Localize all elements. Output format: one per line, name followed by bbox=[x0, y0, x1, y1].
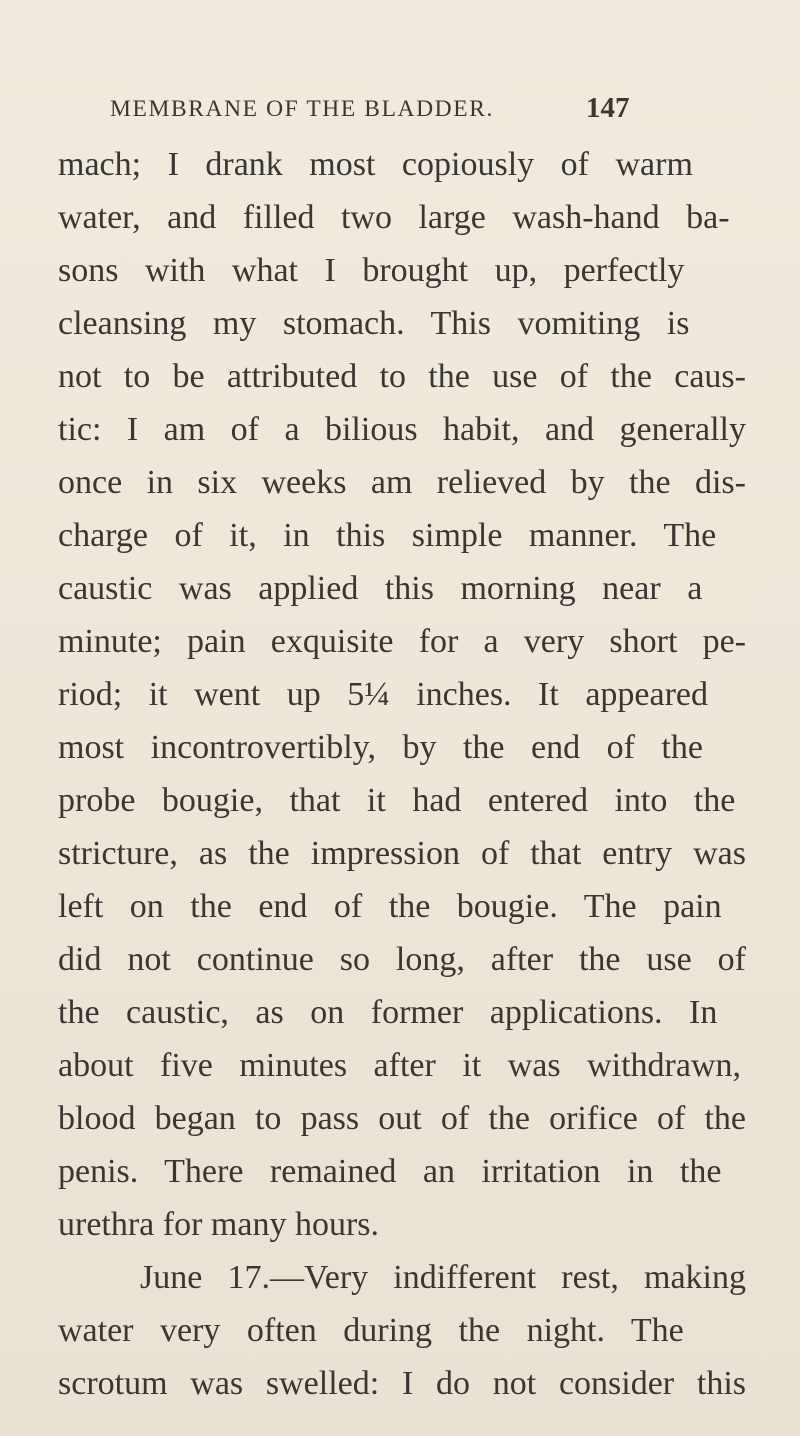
page-header bbox=[110, 92, 630, 138]
text-line-22: June 17.—Very indifferent rest, making bbox=[140, 1259, 746, 1296]
text-line-13: probe bougie, that it had entered into the bbox=[58, 782, 736, 819]
text-line-21: urethra for many hours. bbox=[58, 1206, 380, 1243]
text-line-3: sons with what I brought up, perfectly bbox=[58, 252, 685, 289]
text-line-23: water very often during the night. The bbox=[58, 1312, 684, 1349]
running-title: MEMBRANE OF THE BLADDER. bbox=[110, 96, 494, 122]
text-line-6: tic: I am of a bilious habit, and generally bbox=[58, 411, 746, 448]
page-number: 147 bbox=[586, 92, 630, 124]
text-line-15: left on the end of the bougie. The pain bbox=[58, 888, 722, 925]
text-line-17: the caustic, as on former applications. In bbox=[58, 994, 718, 1031]
text-line-12: most incontrovertibly, by the end of the bbox=[58, 729, 703, 766]
text-line-14: stricture, as the impression of that entry was bbox=[58, 835, 746, 872]
text-line-20: penis. There remained an irritation in the bbox=[58, 1153, 722, 1190]
text-line-8: charge of it, in this simple manner. The bbox=[58, 517, 717, 554]
text-line-9: caustic was applied this morning near a bbox=[58, 570, 703, 607]
text-line-4: cleansing my stomach. This vomiting is bbox=[58, 305, 690, 342]
text-line-1: mach; I drank most copiously of warm bbox=[58, 146, 693, 183]
text-line-11: riod; it went up 5¼ inches. It appeared bbox=[58, 676, 709, 713]
text-line-24: scrotum was swelled: I do not consider this bbox=[58, 1365, 746, 1402]
text-line-5: not to be attributed to the use of the caus- bbox=[58, 358, 746, 395]
text-line-16: did not continue so long, after the use of bbox=[58, 941, 746, 978]
text-line-18: about five minutes after it was withdrawn, bbox=[58, 1047, 742, 1084]
text-line-19: blood began to pass out of the orifice of the bbox=[58, 1100, 746, 1137]
text-line-2: water, and filled two large wash-hand ba- bbox=[58, 199, 730, 236]
text-line-7: once in six weeks am relieved by the dis- bbox=[58, 464, 746, 501]
body-text bbox=[58, 138, 798, 1410]
text-line-10: minute; pain exquisite for a very short pe- bbox=[58, 623, 746, 660]
